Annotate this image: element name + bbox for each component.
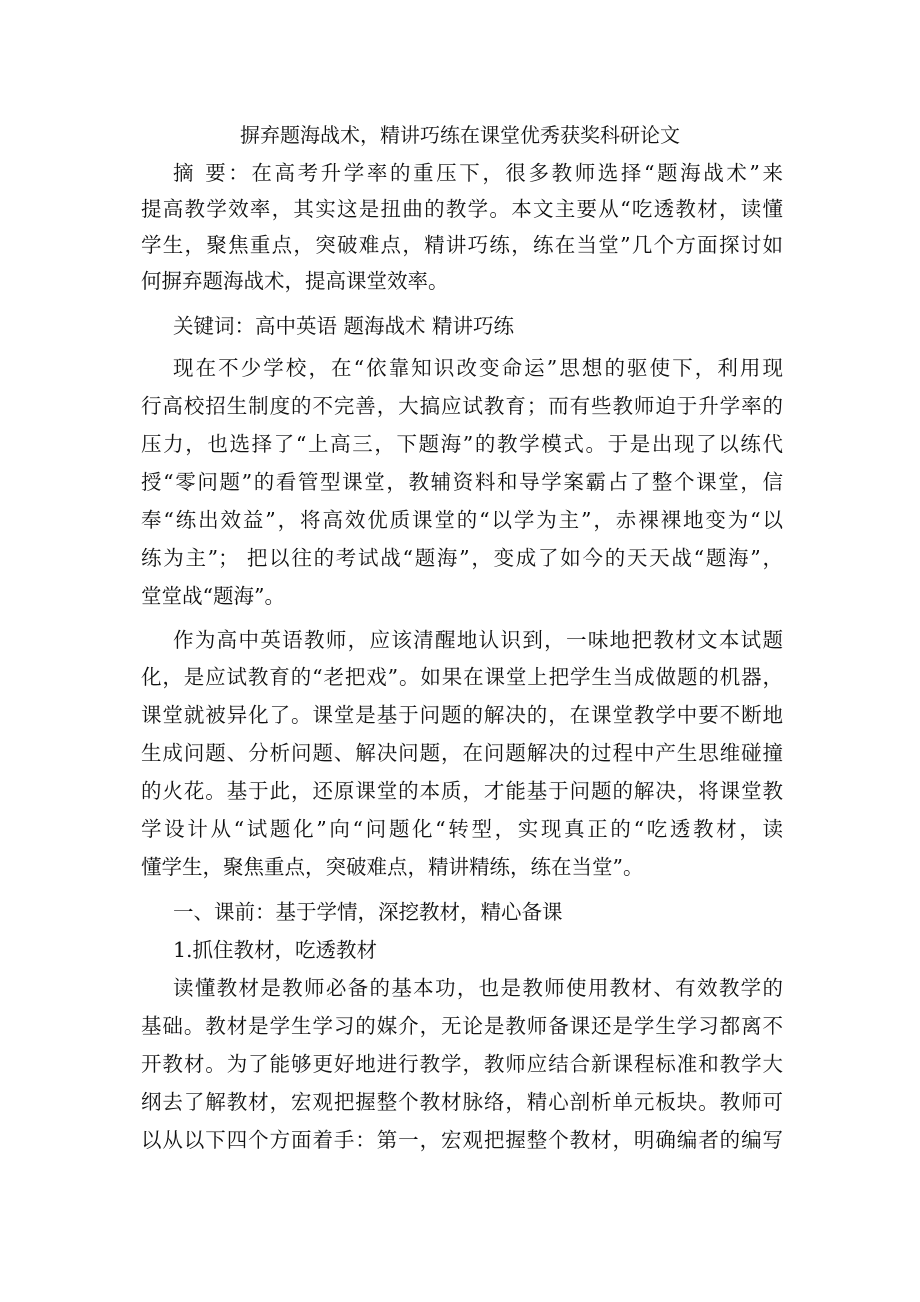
text-line: 1.抓住教材，吃透教材 [173, 938, 378, 962]
text-line: 练为主”； 把以往的考试战“题海”，变成了如今的天天战“题海”， [141, 546, 783, 570]
text-line: 奉“练出效益”，将高效优质课堂的“以学为主”，赤裸裸地变为“以 [141, 508, 783, 532]
text-line: 堂堂战“题海”。 [141, 584, 285, 608]
text-line: 行高校招生制度的不完善，大搞应试教育；而有些教师迫于升学率的 [141, 394, 783, 418]
document-title: 摒弃题海战术，精讲巧练在课堂优秀获奖科研论文 [240, 123, 680, 147]
text-line: 一、课前：基于学情，深挖教材，精心备课 [173, 900, 563, 924]
text-line: 基础。教材是学生学习的媒介，无论是教师备课还是学生学习都离不 [141, 1014, 783, 1038]
text-line: 化，是应试教育的“老把戏”。如果在课堂上把学生当成做题的机器， [141, 665, 783, 689]
text-line: 课堂就被异化了。课堂是基于问题的解决的，在课堂教学中要不断地 [141, 703, 783, 727]
text-line: 开教材。为了能够更好地进行教学，教师应结合新课程标准和教学大 [141, 1052, 783, 1076]
text-line: 读懂教材是教师必备的基本功，也是教师使用教材、有效教学的 [173, 976, 783, 1000]
text-line: 现在不少学校，在“依靠知识改变命运”思想的驱使下，利用现 [173, 356, 783, 380]
text-line: 关键词：高中英语 题海战术 精讲巧练 [173, 314, 515, 338]
text-line: 纲去了解教材，宏观把握整个教材脉络，精心剖析单元板块。教师可 [141, 1090, 783, 1114]
text-line: 的火花。基于此，还原课堂的本质，才能基于问题的解决，将课堂教 [141, 779, 783, 803]
text-line: 生成问题、分析问题、解决问题，在问题解决的过程中产生思维碰撞 [141, 741, 783, 765]
text-line: 学生，聚焦重点，突破难点，精讲巧练，练在当堂”几个方面探讨如 [141, 233, 783, 257]
text-line: 以从以下四个方面着手：第一，宏观把握整个教材，明确编者的编写 [141, 1128, 783, 1152]
text-line: 作为高中英语教师，应该清醒地认识到，一味地把教材文本试题 [173, 628, 783, 652]
text-line: 何摒弃题海战术，提高课堂效率。 [141, 269, 449, 293]
text-line: 懂学生，聚焦重点，突破难点，精讲精练，练在当堂”。 [141, 855, 644, 879]
text-line: 摘 要：在高考升学率的重压下，很多教师选择“题海战术”来 [173, 161, 783, 185]
text-line: 授“零问题”的看管型课堂，教辅资料和导学案霸占了整个课堂，信 [141, 470, 783, 494]
text-line: 学设计从“试题化”向“问题化“转型，实现真正的“吃透教材，读 [141, 817, 783, 841]
text-line: 压力，也选择了“上高三，下题海”的教学模式。于是出现了以练代 [141, 432, 783, 456]
text-line: 提高教学效率，其实这是扭曲的教学。本文主要从“吃透教材，读懂 [141, 197, 783, 221]
